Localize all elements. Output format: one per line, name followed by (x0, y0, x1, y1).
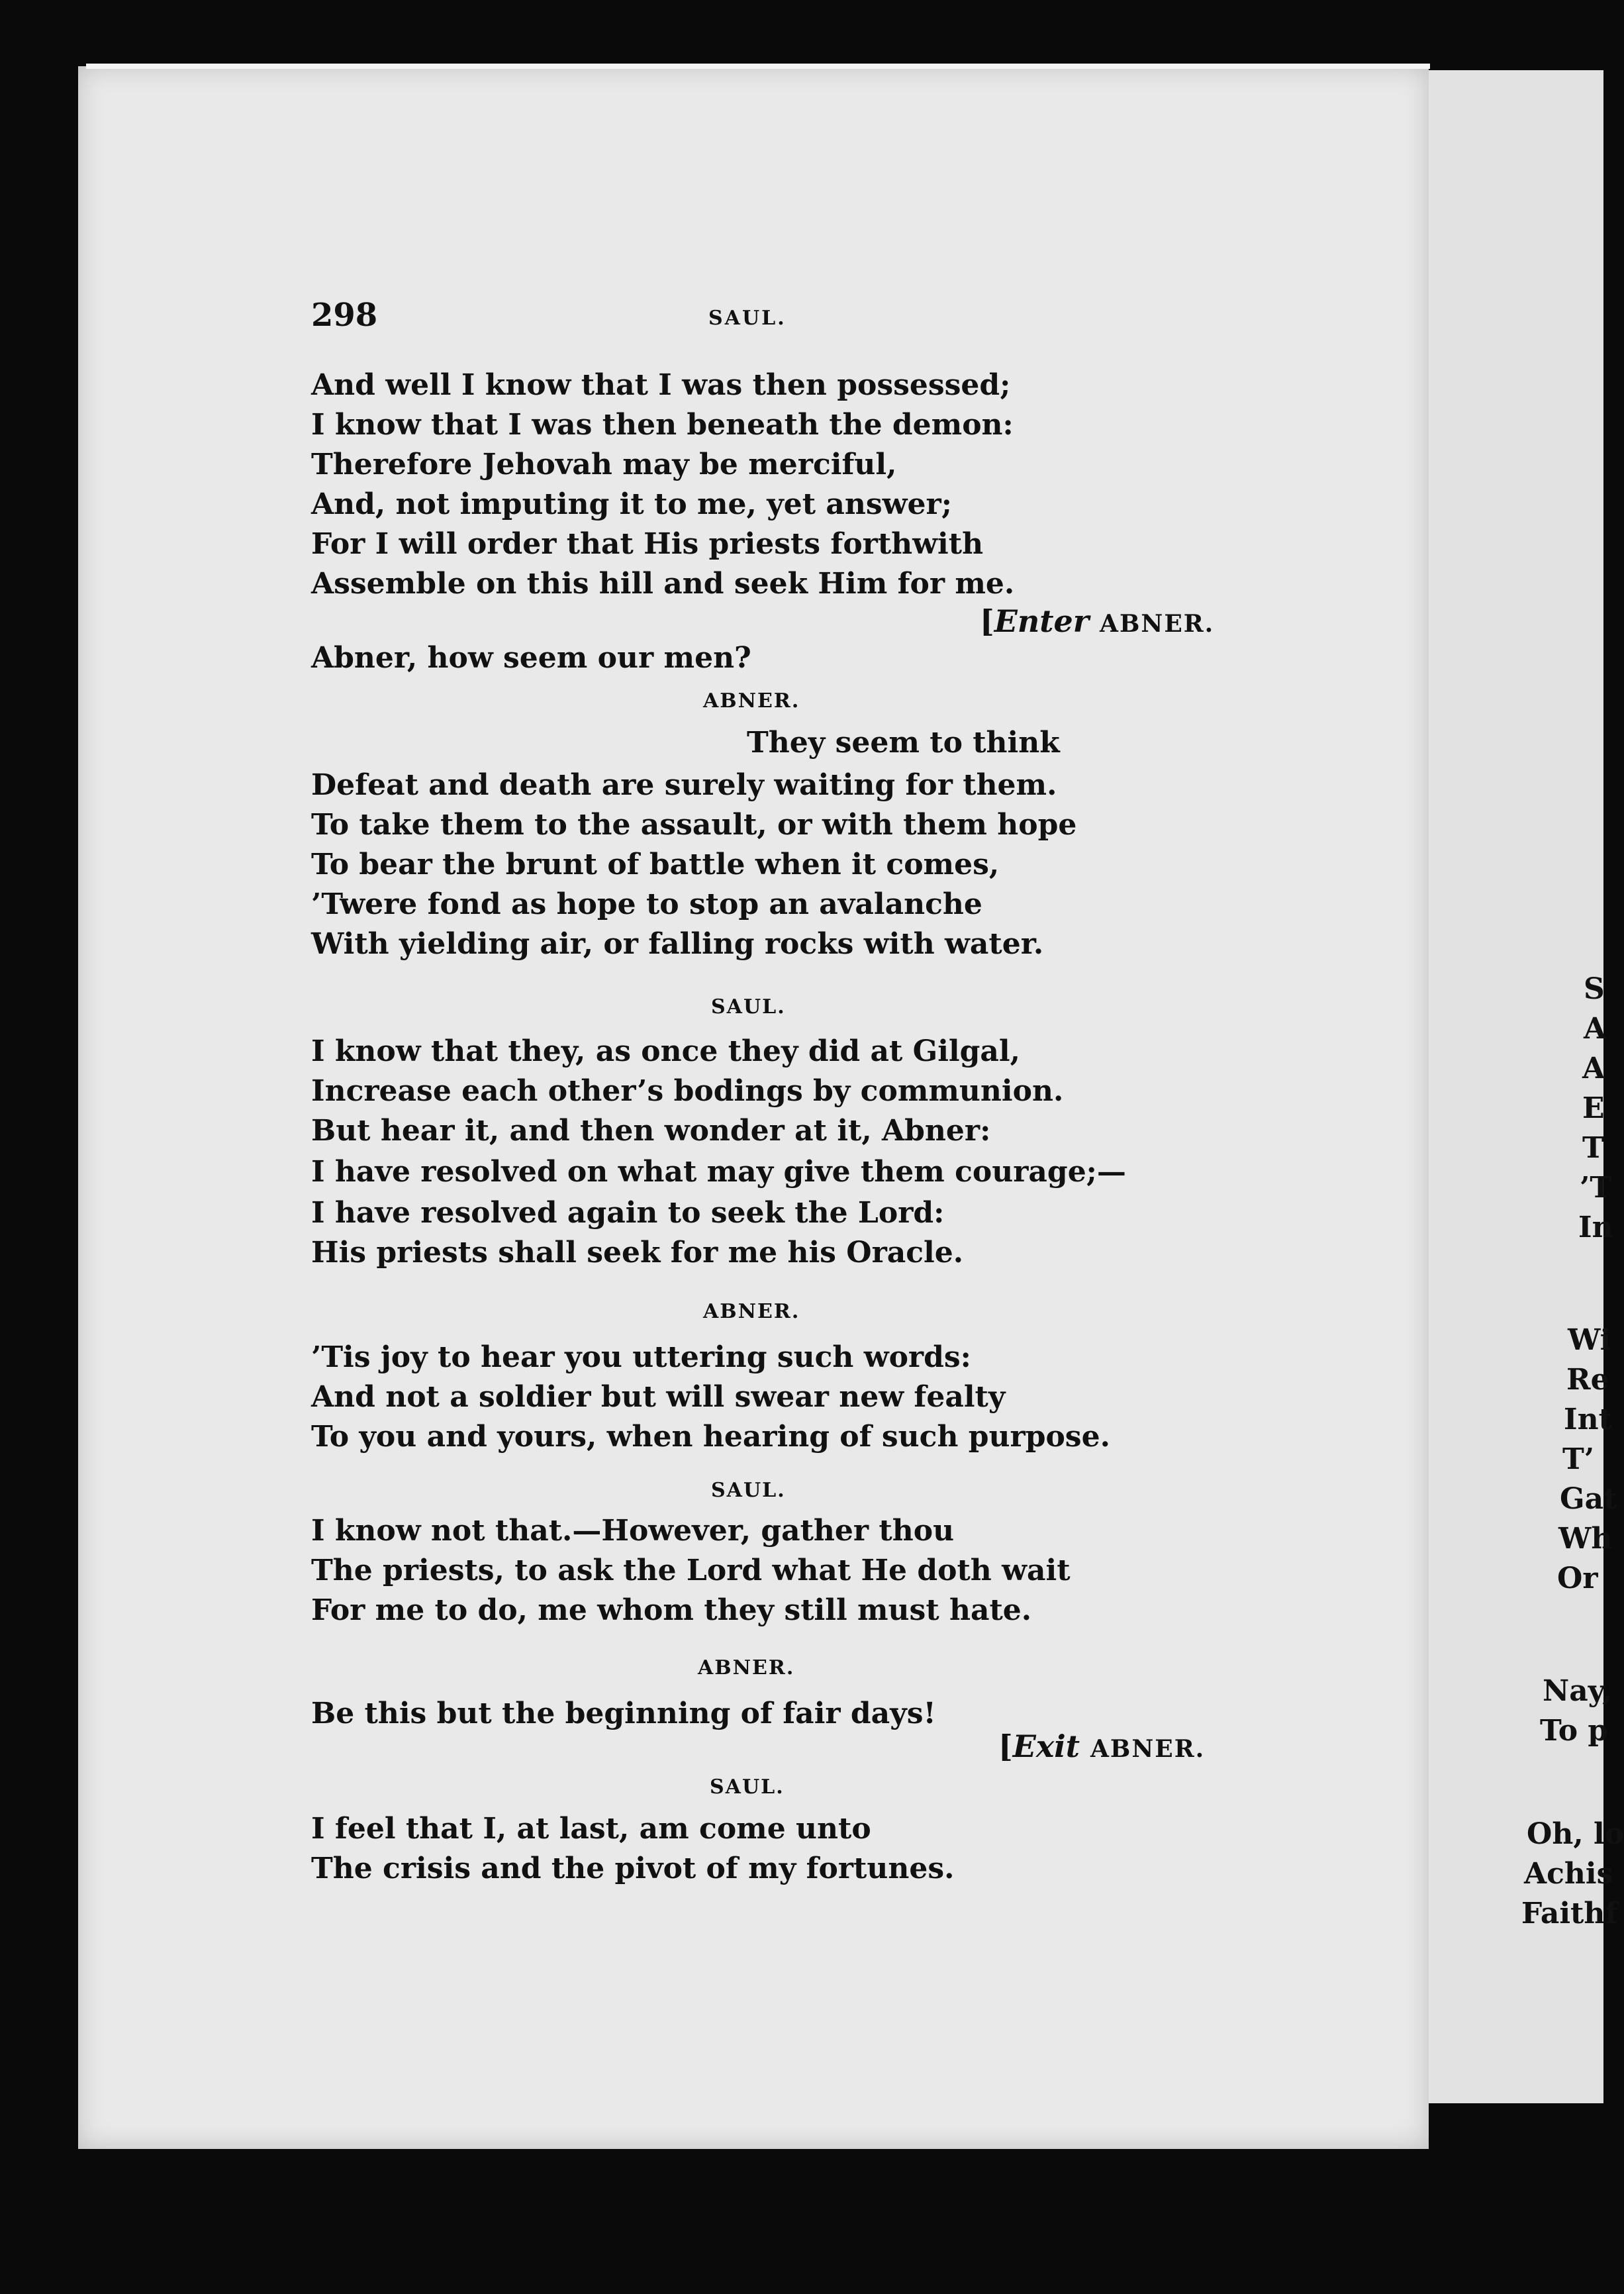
facing-page-fragment: Faithf (1521, 1897, 1618, 1930)
facing-page-fragment: A (1584, 1012, 1607, 1046)
facing-page-fragment: Oh, lo (1527, 1817, 1624, 1851)
verse-line: Be this but the beginning of fair days! (311, 1697, 936, 1730)
verse-line: With yielding air, or falling rocks with water. (311, 927, 1044, 961)
speaker-name: ABNER. (703, 1300, 800, 1323)
facing-page-fragment: Wi (1568, 1323, 1611, 1357)
facing-page-fragment: Nay, (1543, 1674, 1613, 1708)
facing-page-fragment: Wh (1558, 1522, 1613, 1556)
verse-line: And, not imputing it to me, yet answer; (311, 487, 952, 521)
bracket: [ (980, 603, 994, 639)
verse-line: To take them to the assault, or with them hope (311, 808, 1077, 842)
direction-cue: Enter (994, 603, 1090, 639)
verse-line: But hear it, and then wonder at it, Abner: (311, 1114, 991, 1148)
verse-line: Assemble on this hill and seek Him for me. (311, 567, 1015, 601)
speaker-name: SAUL. (710, 1775, 785, 1799)
page-number: 298 (311, 297, 378, 334)
verse-line: I know that I was then beneath the demon: (311, 408, 1014, 442)
verse-line: The crisis and the pivot of my fortunes. (311, 1852, 955, 1885)
direction-character: ABNER. (1090, 1735, 1206, 1763)
verse-line: For I will order that His priests forthwith (311, 527, 984, 561)
facing-page-fragment: T (1582, 1131, 1604, 1165)
verse-line: I know not that.—However, gather thou (311, 1514, 955, 1548)
verse-line: And well I know that I was then possessed; (311, 368, 1011, 402)
verse-line: I have resolved on what may give them courage;— (311, 1155, 1126, 1189)
verse-line: I have resolved again to seek the Lord: (311, 1196, 945, 1230)
verse-line: Abner, how seem our men? (311, 641, 751, 675)
direction-cue: Exit (1012, 1728, 1080, 1764)
verse-line: Increase each other’s bodings by communion. (311, 1074, 1064, 1108)
verse-line: I know that they, as once they did at Gilgal, (311, 1034, 1020, 1068)
verse-line: And not a soldier but will swear new fealty (311, 1380, 1006, 1414)
verse-line: His priests shall seek for me his Oracle. (311, 1236, 964, 1270)
facing-page-fragment: In (1578, 1211, 1613, 1244)
verse-line: Defeat and death are surely waiting for them. (311, 768, 1057, 802)
page-top-edge (86, 64, 1430, 69)
stage-direction-enter (980, 603, 1215, 639)
facing-page-fragment: To p (1540, 1714, 1609, 1748)
speaker-name: ABNER. (703, 689, 800, 713)
verse-line: The priests, to ask the Lord what He doth wait (311, 1554, 1071, 1587)
facing-page-fragment: ’T (1580, 1171, 1612, 1205)
verse-line: ’Tis joy to hear you uttering such words: (311, 1340, 971, 1374)
verse-line: ’Twere fond as hope to stop an avalanche (311, 887, 982, 921)
speaker-name: SAUL. (711, 1479, 786, 1502)
facing-page-fragment: A (1582, 1052, 1605, 1085)
direction-character: ABNER. (1100, 610, 1215, 638)
facing-page-fragment: Or (1557, 1562, 1598, 1595)
facing-page-fragment: S (1584, 972, 1605, 1006)
stage-direction-exit (998, 1728, 1206, 1764)
verse-line: To you and yours, when hearing of such purpose. (311, 1420, 1110, 1454)
verse-line-indented: They seem to think (747, 726, 1060, 760)
facing-page-fragment: T’ (1562, 1442, 1595, 1476)
running-head: SAUL. (708, 307, 787, 330)
verse-line: To bear the brunt of battle when it comes, (311, 848, 1000, 881)
speaker-name: SAUL. (711, 995, 786, 1019)
facing-page-fragment: Re (1566, 1363, 1609, 1397)
verse-line: Therefore Jehovah may be merciful, (311, 448, 897, 481)
speaker-name: ABNER. (698, 1656, 795, 1679)
bracket: [ (998, 1728, 1013, 1764)
facing-page-fragment: Int (1564, 1403, 1612, 1436)
verse-line: I feel that I, at last, am come unto (311, 1812, 871, 1846)
facing-page-fragment: Gat (1560, 1482, 1617, 1516)
facing-page-fragment: Achis (1524, 1857, 1613, 1891)
facing-page-fragment: E (1582, 1091, 1605, 1125)
verse-line: For me to do, me whom they still must hate. (311, 1593, 1032, 1627)
